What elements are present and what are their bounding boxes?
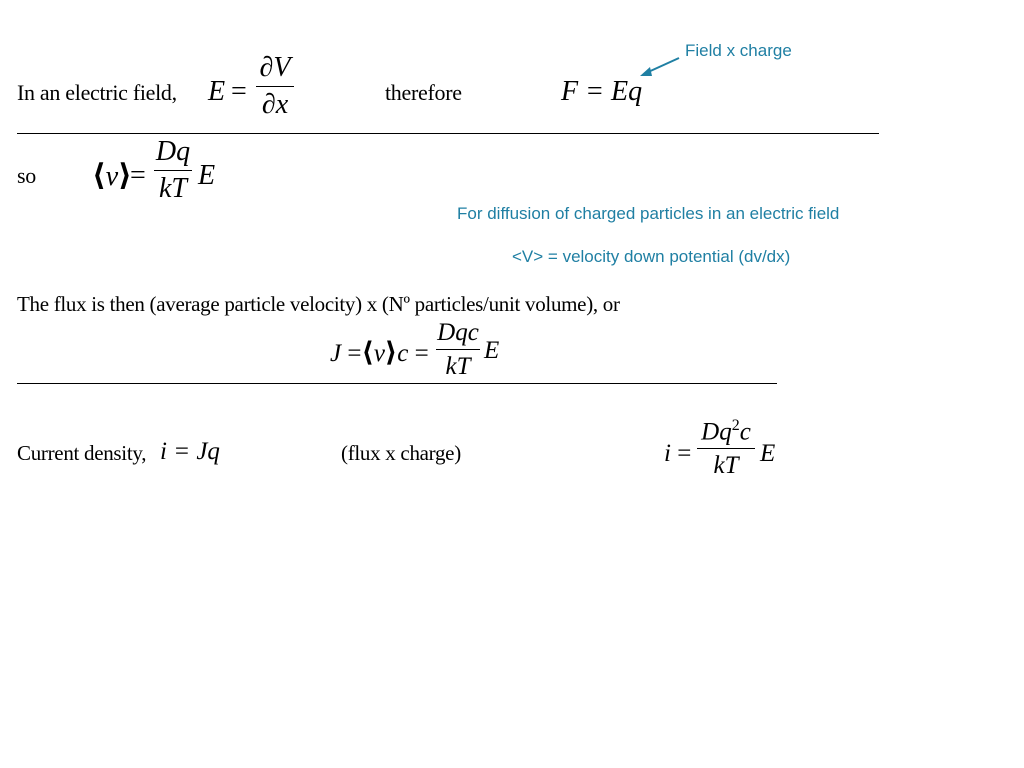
fraction-numerator	[697, 418, 755, 444]
fraction-numerator: Dqc	[437, 319, 479, 346]
fraction-bar	[436, 349, 480, 350]
average-velocity	[92, 158, 132, 193]
flux-charge-label: (flux x charge)	[341, 441, 461, 465]
fraction-denominator: kT	[445, 353, 471, 380]
velocity-var: v	[373, 340, 385, 367]
field-factor: E	[484, 337, 500, 364]
numerator-dq: Dq	[701, 418, 732, 446]
concentration-var: c	[397, 340, 409, 367]
velocity-note: <V> = velocity down potential (dv/dx)	[512, 247, 791, 266]
flux-description: The flux is then (average particle velocity) x (Nº particles/unit volume), or	[17, 292, 620, 316]
current-lhs	[664, 440, 691, 468]
equals-sign: =	[414, 340, 429, 367]
angle-close: ⟩	[384, 337, 398, 367]
dq-kt-fraction	[154, 138, 192, 203]
e-lhs: E	[208, 76, 226, 107]
annotation-arrow-icon	[636, 54, 682, 80]
fraction-denominator: ∂x	[261, 89, 289, 120]
field-x-charge-note: Field x charge	[685, 41, 792, 60]
velocity-var: v	[105, 161, 119, 192]
field-factor: E	[760, 440, 776, 467]
fraction-bar	[154, 170, 192, 171]
fraction-bar	[697, 448, 755, 449]
equals-sign: =	[231, 76, 247, 107]
current-density-label: Current density,	[17, 441, 147, 465]
numerator-c: c	[739, 418, 751, 446]
flux-equation-lhs	[330, 337, 429, 368]
dqc-kt-fraction	[436, 320, 480, 379]
current-equation: i = Jq	[160, 438, 220, 465]
angle-open: ⟨	[92, 159, 106, 192]
angle-close: ⟩	[118, 159, 132, 192]
fraction-denominator: kT	[159, 173, 187, 204]
current-var: i	[664, 440, 671, 467]
equals-sign-2: =	[130, 160, 146, 191]
force-equation: F = Eq	[561, 76, 643, 107]
equals-sign: =	[677, 440, 692, 467]
fraction-numerator: ∂V	[259, 52, 291, 83]
dq2c-kt-fraction	[697, 418, 755, 478]
fraction-bar	[256, 86, 294, 87]
fraction-numerator: Dq	[155, 136, 191, 167]
diffusion-note: For diffusion of charged particles in an electric field	[457, 204, 840, 223]
angle-open: ⟨	[361, 337, 374, 367]
flux-var: J	[330, 340, 342, 367]
therefore-label: therefore	[385, 80, 462, 105]
section-divider-2	[17, 383, 777, 384]
so-label: so	[17, 163, 36, 188]
field-factor: E	[198, 160, 216, 191]
fraction-denominator: kT	[713, 452, 739, 480]
section-divider-1	[17, 133, 879, 134]
exponent: 2	[731, 417, 740, 434]
electric-field-intro: In an electric field,	[17, 80, 177, 105]
equals-sign: =	[347, 340, 362, 367]
partial-fraction	[256, 54, 294, 119]
